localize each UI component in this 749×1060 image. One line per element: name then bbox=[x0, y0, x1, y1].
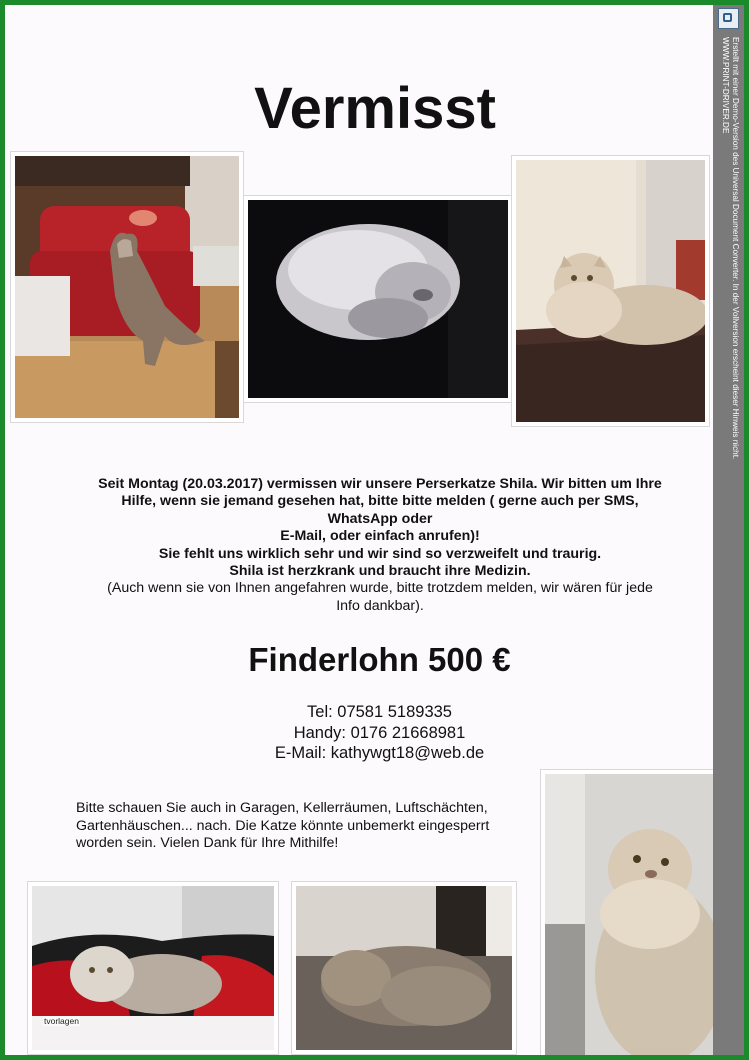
poster-page bbox=[5, 5, 713, 1055]
contact-block bbox=[5, 702, 713, 764]
cat-photo-table bbox=[511, 155, 710, 427]
cat-photo-carpet bbox=[291, 881, 517, 1055]
udc-logo-icon bbox=[718, 8, 739, 29]
contact-email: E-Mail: kathywgt18@web.de bbox=[274, 744, 485, 762]
photo-watermark: tvorlagen bbox=[44, 1016, 79, 1026]
cat-photo-curled bbox=[243, 195, 513, 403]
demo-notice-url: WWW.PRINT-DRIVER.DE bbox=[721, 37, 730, 134]
message-line: E-Mail, oder einfach anrufen)! bbox=[280, 528, 480, 545]
message-line: Shila ist herzkrank und braucht ihre Medizin. bbox=[229, 563, 531, 580]
message-line: (Auch wenn sie von Ihnen angefahren wurde, bitte trotzdem melden, wir wären für jede bbox=[107, 580, 653, 597]
reward-heading: Finderlohn 500 € bbox=[248, 641, 511, 678]
cat-photo-armchair bbox=[10, 151, 244, 423]
demo-notice-text bbox=[720, 37, 740, 459]
message-line: Sie fehlt uns wirklich sehr und wir sind so verzweifelt und traurig. bbox=[158, 545, 602, 562]
cat-photo-blanket bbox=[27, 881, 279, 1055]
message-text bbox=[75, 476, 685, 615]
message-line: Info dankbar). bbox=[336, 597, 424, 614]
poster-title: Vermisst bbox=[254, 76, 496, 141]
demo-notice-line: Erstellt mit einer Demo-Version des Universal Document Converter. In der Vollversion erscheint dieser Hinweis nicht. bbox=[731, 37, 740, 460]
contact-handy: Handy: 0176 21668981 bbox=[293, 723, 466, 742]
contact-tel: Tel: 07581 5189335 bbox=[307, 703, 452, 721]
cat-photo-looking-up bbox=[540, 769, 713, 1055]
demo-notice-sidebar bbox=[713, 5, 744, 1055]
message-line: Hilfe, wenn sie jemand gesehen hat, bitte bitte melden ( gerne auch per SMS, bbox=[121, 493, 639, 510]
search-note: Bitte schauen Sie auch in Garagen, Kellerräumen, Luftschächten, Gartenhäuschen... nach. Die Katze könnte unbemerkt eingesperrt worden sein. Vielen Dank für Ihre Mithilfe! bbox=[76, 800, 490, 851]
message-line: Seit Montag (20.03.2017) vermissen wir unsere Perserkatze Shila. Wir bitten um Ihre bbox=[98, 476, 662, 492]
message-line: WhatsApp oder bbox=[327, 510, 433, 527]
